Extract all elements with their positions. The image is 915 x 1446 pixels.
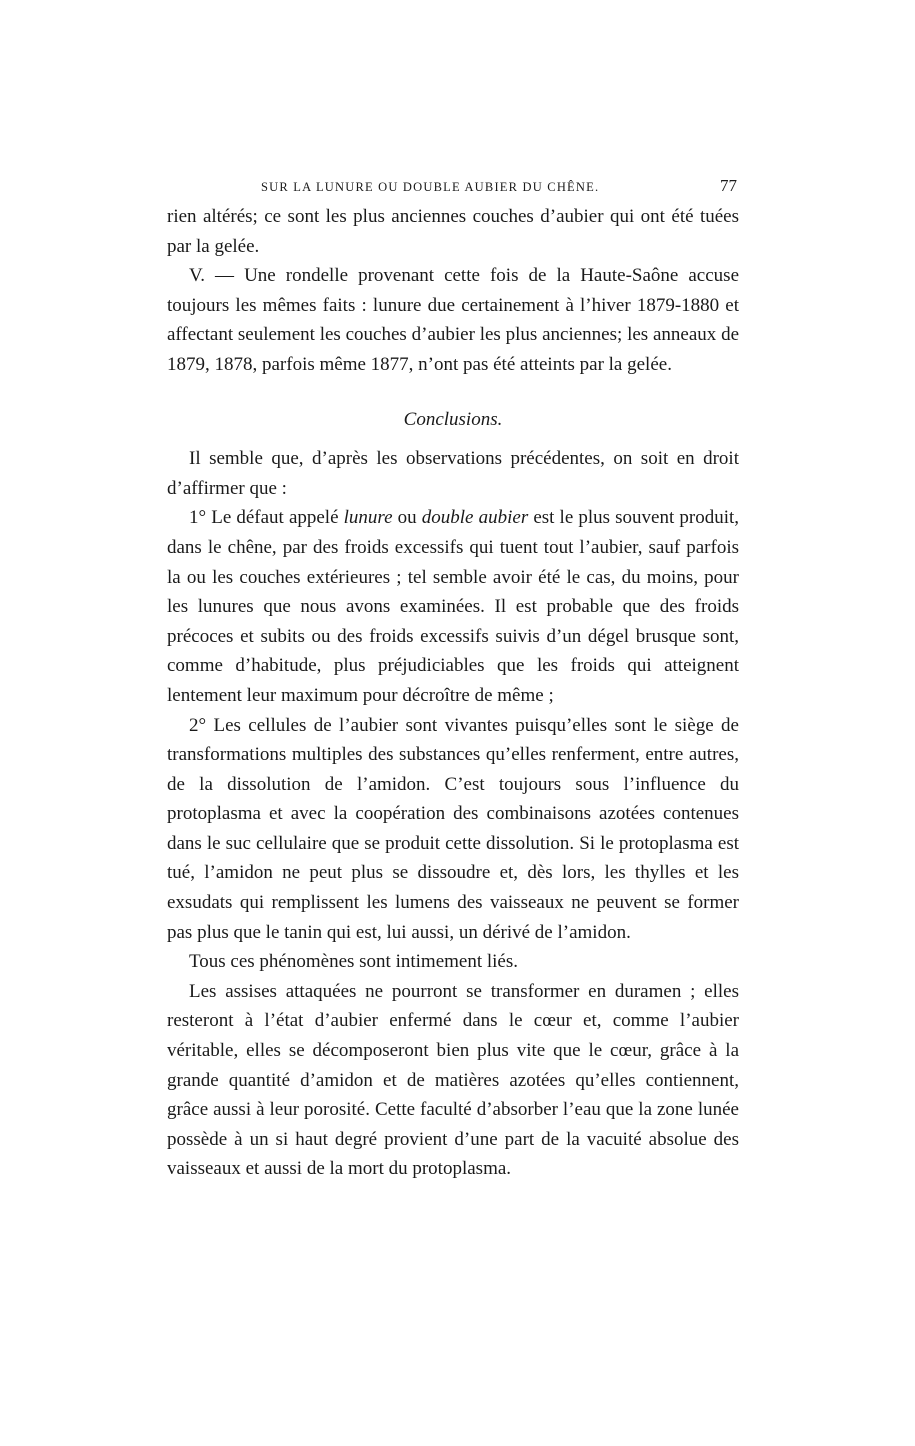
body-text: [167, 202, 739, 1184]
page-number: 77: [720, 176, 737, 195]
paragraph-conclusion-1: [167, 503, 739, 710]
term-lunure: lunure: [343, 507, 393, 529]
paragraph-continued: rien altérés; ce sont les plus anciennes couches d’aubier qui ont été tuées par la gelée.: [167, 206, 739, 257]
running-head: [167, 176, 739, 202]
paragraph-conclusion-2: 2° Les cellules de l’aubier sont vivantes puisqu’elles sont le siège de transformations multiples des substances qu’elles renferment, entre autres, de la dissolution de l’amidon. C’est toujours sous l’influence du protoplasma et avec la coopération des combinaisons azotées contenues dans le suc cellulaire que se produit cette dissolution. Si le protoplasma est tué, l’amidon ne peut plus se dissoudre et, dès lors, les thylles et les exsudats qui remplissent les lumens des vaisseaux ne peuvent se former pas plus que le tanin qui est, lui aussi, un dérivé de l’amidon.: [167, 714, 739, 943]
paragraph-phenomena: Tous ces phénomènes sont intimement liés.: [189, 951, 519, 973]
book-page: [167, 176, 739, 1184]
conclusion-1-end: est le plus souvent produit, dans le chêne, par des froids excessifs qui tuent tout l’aubier, sauf parfois la ou les couches extérieures ; tel semble avoir été le cas, du moins, pour les lunures que nous avons examinées. Il est probable que des froids précoces et subits ou des froids excessifs suivis d’un dégel brusque sont, comme d’habitude, plus préjudiciables que les froids qui atteignent lentement leur maximum pour décroître de même ;: [167, 507, 740, 706]
conclusion-1-start: 1° Le défaut appelé: [189, 507, 344, 529]
conclusion-1-mid: ou: [392, 507, 422, 529]
paragraph-intro: Il semble que, d’après les observations précédentes, on soit en droit d’affirmer que :: [167, 448, 739, 499]
term-double-aubier: double aubier: [421, 507, 529, 529]
running-title: SUR LA LUNURE OU DOUBLE AUBIER DU CHÊNE.: [261, 180, 600, 194]
paragraph-section-v: V. — Une rondelle provenant cette fois de la Haute-Saône accuse toujours les mêmes faits : lunure due certainement à l’hiver 1879-1880 et affectant seulement les couches d’aubier les plus anciennes; les anneaux de 1879, 1878, parfois même 1877, n’ont pas été atteints par la gelée.: [167, 265, 739, 375]
section-heading: Conclusions.: [403, 408, 503, 430]
paragraph-assises: Les assises attaquées ne pourront se transformer en duramen ; elles resteront à l’état d’aubier enfermé dans le cœur et, comme l’aubier véritable, elles se décomposeront bien plus vite que le cœur, grâce à la grande quantité d’amidon et de matières azotées qu’elles contiennent, grâce aussi à leur porosité. Cette faculté d’absorber l’eau que la zone lunée possède à un si haut degré provient d’une part de la vacuité absolue des vaisseaux et aussi de la mort du protoplasma.: [167, 980, 739, 1180]
